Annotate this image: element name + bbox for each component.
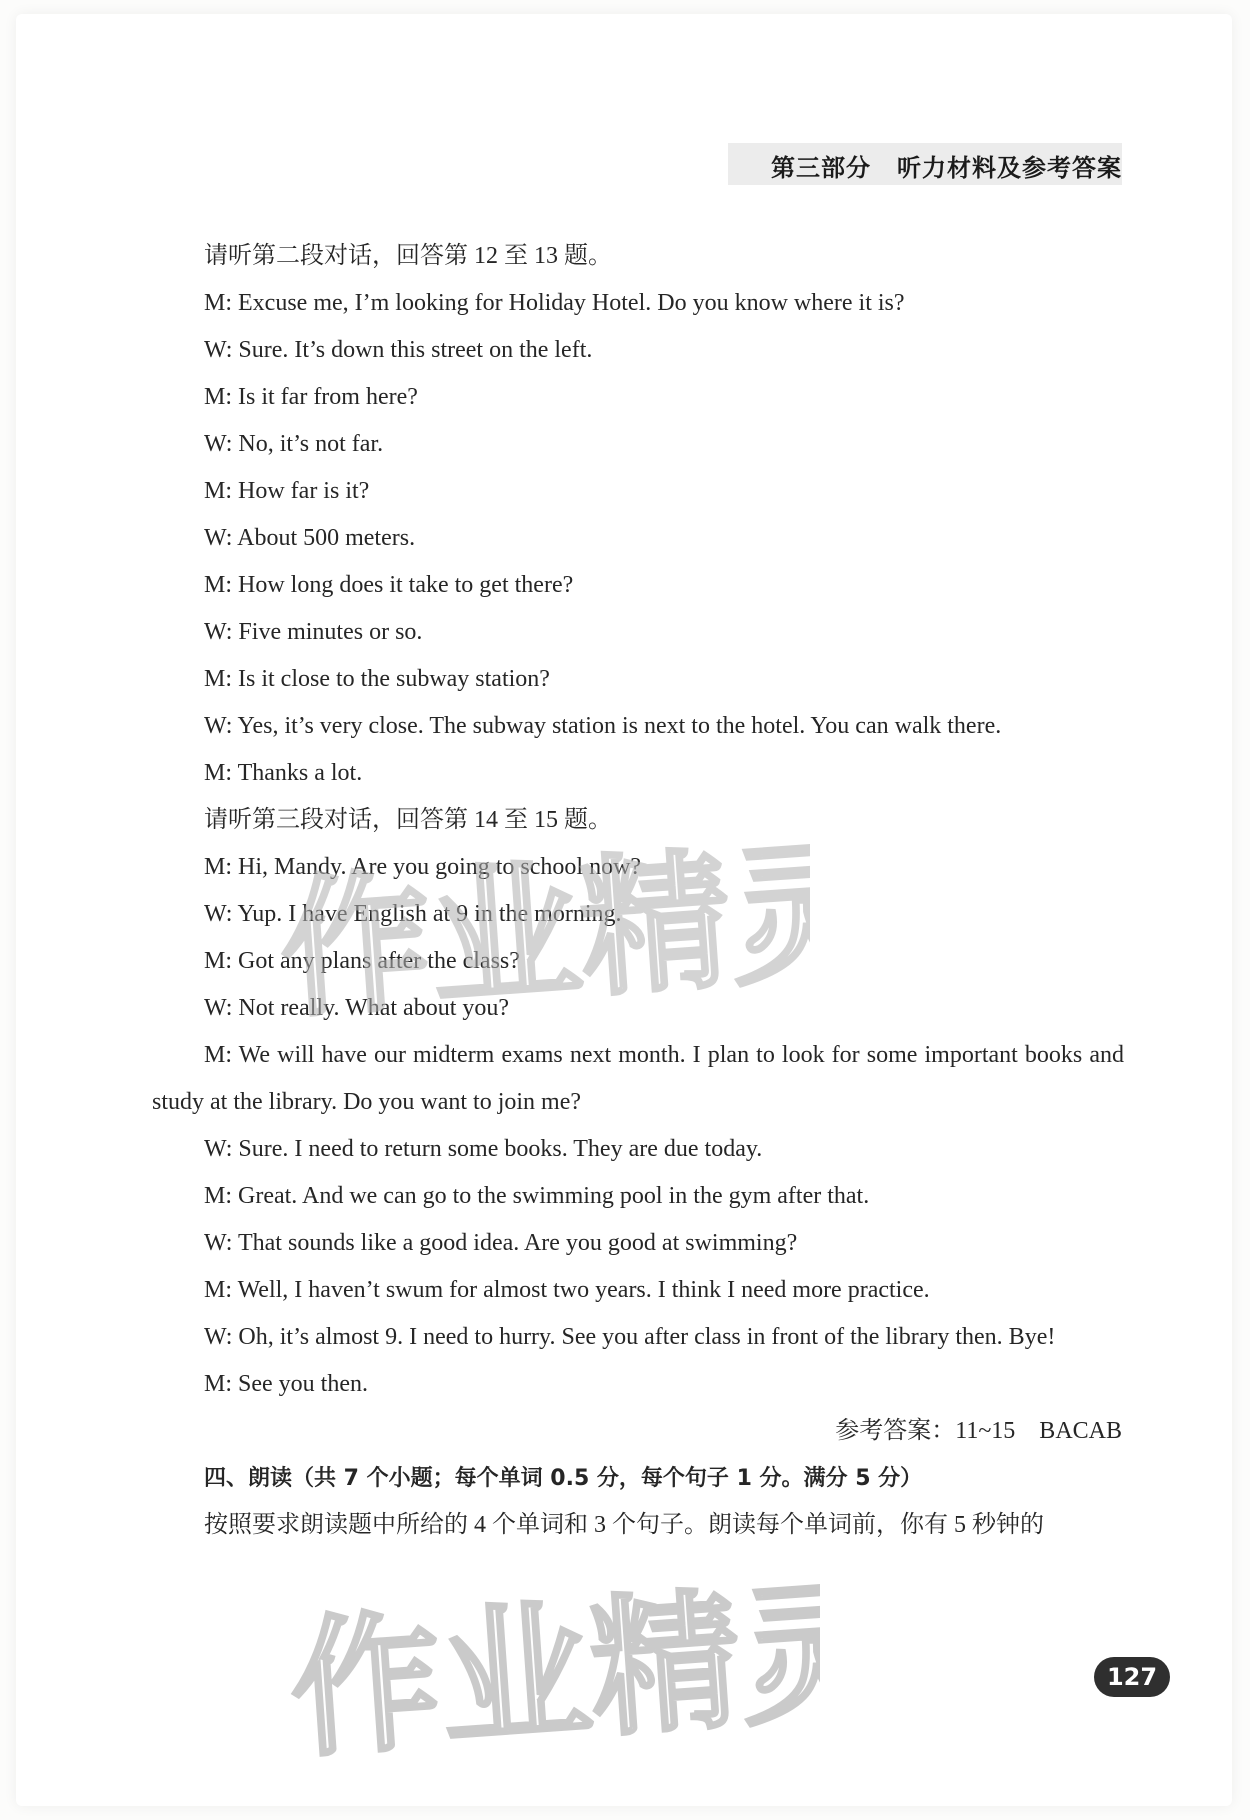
dialogue-line: W: Yup. I have English at 9 in the morning. bbox=[204, 901, 622, 927]
watermark-text: 作业精灵 bbox=[285, 1563, 820, 1770]
section-part: 第三部分 bbox=[771, 154, 871, 182]
dialogue-line: W: Not really. What about you? bbox=[204, 995, 510, 1021]
dialogue-line: M: Is it close to the subway station? bbox=[204, 666, 550, 692]
section-title: 听力材料及参考答案 bbox=[897, 154, 1122, 182]
dialogue-line: W: About 500 meters. bbox=[204, 525, 416, 551]
dialogue-line: M: Excuse me, I’m looking for Holiday Hotel. Do you know where it is? bbox=[204, 290, 905, 316]
dialogue3-intro: 请听第三段对话，回答第 14 至 15 题。 bbox=[204, 807, 612, 833]
dialogue-line: M: Well, I haven’t swum for almost two years. I think I need more practice. bbox=[204, 1277, 930, 1303]
dialogue-line: W: Sure. I need to return some books. They are due today. bbox=[204, 1136, 763, 1162]
dialogue-line: M: See you then. bbox=[204, 1371, 368, 1397]
dialogue-long-line: M: We will have our midterm exams next month. I plan to look for some important books and study at the library. Do you want to join me? bbox=[152, 1042, 1124, 1115]
dialogue-line: M: How long does it take to get there? bbox=[204, 572, 574, 598]
section4-instruction: 按照要求朗读题中所给的 4 个单词和 3 个句子。朗读每个单词前，你有 5 秒钟的 bbox=[204, 1512, 1044, 1538]
dialogue-line: M: Is it far from here? bbox=[204, 384, 418, 410]
dialogue-line: M: Got any plans after the class? bbox=[204, 948, 520, 974]
page-content bbox=[152, 233, 1124, 1549]
dialogue2-intro: 请听第二段对话，回答第 12 至 13 题。 bbox=[204, 243, 612, 269]
watermark-text: 作业精灵 bbox=[275, 823, 810, 1030]
dialogue-line: M: Great. And we can go to the swimming pool in the gym after that. bbox=[204, 1183, 870, 1209]
section-header bbox=[771, 148, 1122, 183]
dialogue-line: M: How far is it? bbox=[204, 478, 370, 504]
dialogue-line: W: Sure. It’s down this street on the left. bbox=[204, 337, 593, 363]
dialogue-line: M: Hi, Mandy. Are you going to school now? bbox=[204, 854, 642, 880]
dialogue-line: W: Oh, it’s almost 9. I need to hurry. See you after class in front of the library then. Bye! bbox=[204, 1324, 1056, 1350]
dialogue-line: M: Thanks a lot. bbox=[204, 760, 363, 786]
page-number: 127 bbox=[1094, 1657, 1170, 1697]
dialogue-line: W: Yes, it’s very close. The subway station is next to the hotel. You can walk there. bbox=[204, 713, 1002, 739]
dialogue-line: W: That sounds like a good idea. Are you good at swimming? bbox=[204, 1230, 798, 1256]
answer-key: 参考答案：11~15 BACAB bbox=[835, 1418, 1122, 1444]
section4-heading: 四、朗读（共 7 个小题；每个单词 0.5 分，每个句子 1 分。满分 5 分） bbox=[204, 1466, 923, 1491]
dialogue-line: W: No, it’s not far. bbox=[204, 431, 384, 457]
dialogue-line: W: Five minutes or so. bbox=[204, 619, 423, 645]
